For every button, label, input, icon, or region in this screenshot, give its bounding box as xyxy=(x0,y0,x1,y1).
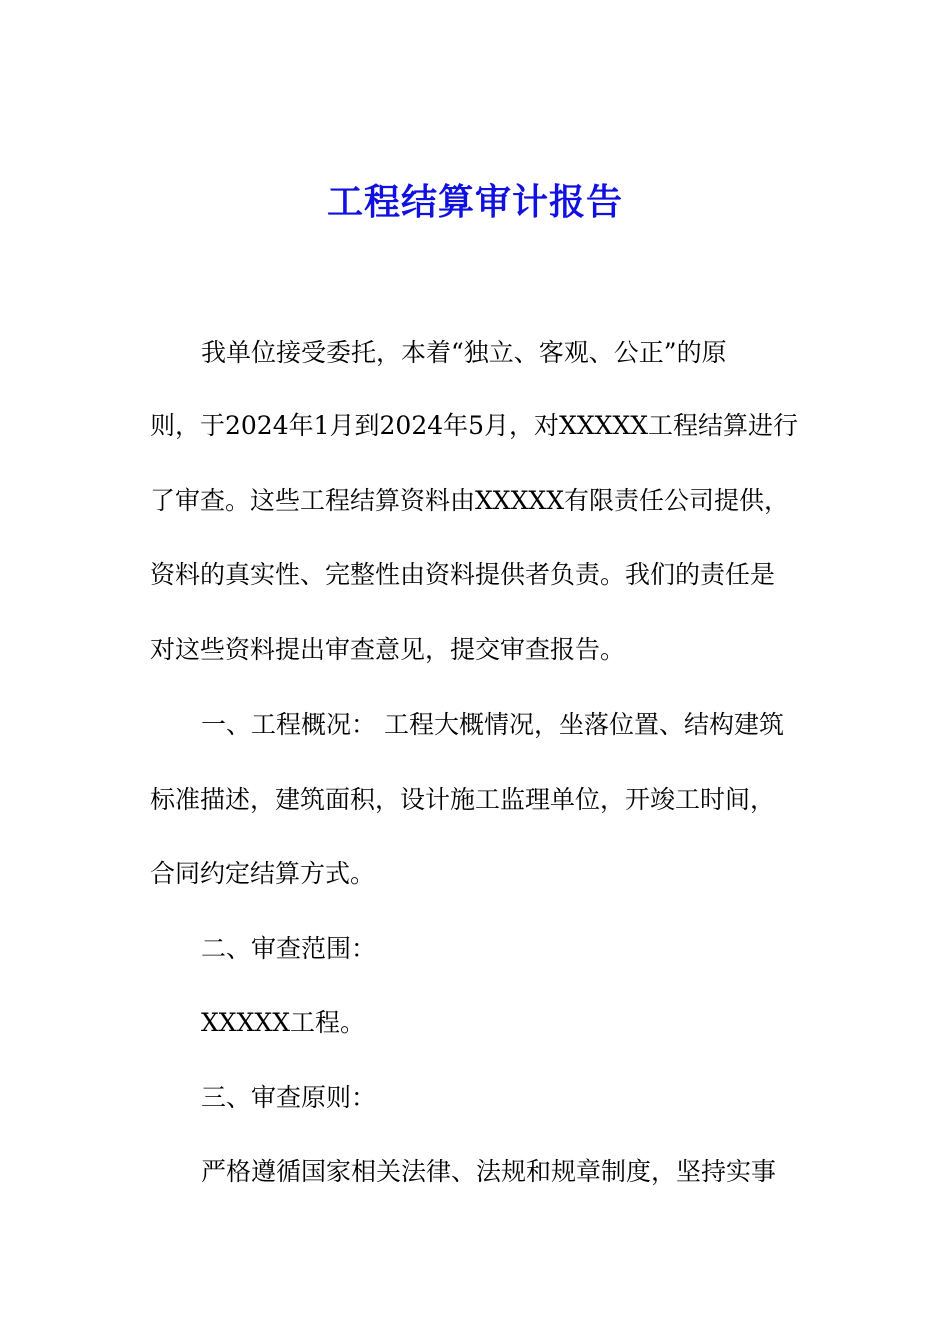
section-heading-scope: 二、审查范围： xyxy=(201,934,377,963)
section-heading-overview: 一、工程概况： 工程大概情况，坐落位置、结构建筑 xyxy=(201,710,784,739)
paragraph-line: XXXXX工程。 xyxy=(201,1008,365,1037)
paragraph-line: 标准描述，建筑面积，设计施工监理单位，开竣工时间， xyxy=(150,785,776,814)
paragraph-line: 资料的真实性、完整性由资料提供者负责。我们的责任是 xyxy=(150,560,776,589)
paragraph-line: 我单位接受委托，本着“独立、客观、公正”的原 xyxy=(201,338,727,367)
paragraph-line: 对这些资料提出审查意见，提交审查报告。 xyxy=(150,635,626,664)
paragraph-line: 则，于2024年1月到2024年5月，对XXXXX工程结算进行 xyxy=(150,411,799,440)
paragraph-line: 合同约定结算方式。 xyxy=(150,859,376,888)
paragraph-line: 了审查。这些工程结算资料由XXXXX有限责任公司提供， xyxy=(150,486,789,515)
paragraph-line: 严格遵循国家相关法律、法规和规章制度，坚持实事 xyxy=(201,1157,777,1186)
section-heading-principles: 三、审查原则： xyxy=(201,1083,377,1112)
document-title: 工程结算审计报告 xyxy=(326,181,623,223)
